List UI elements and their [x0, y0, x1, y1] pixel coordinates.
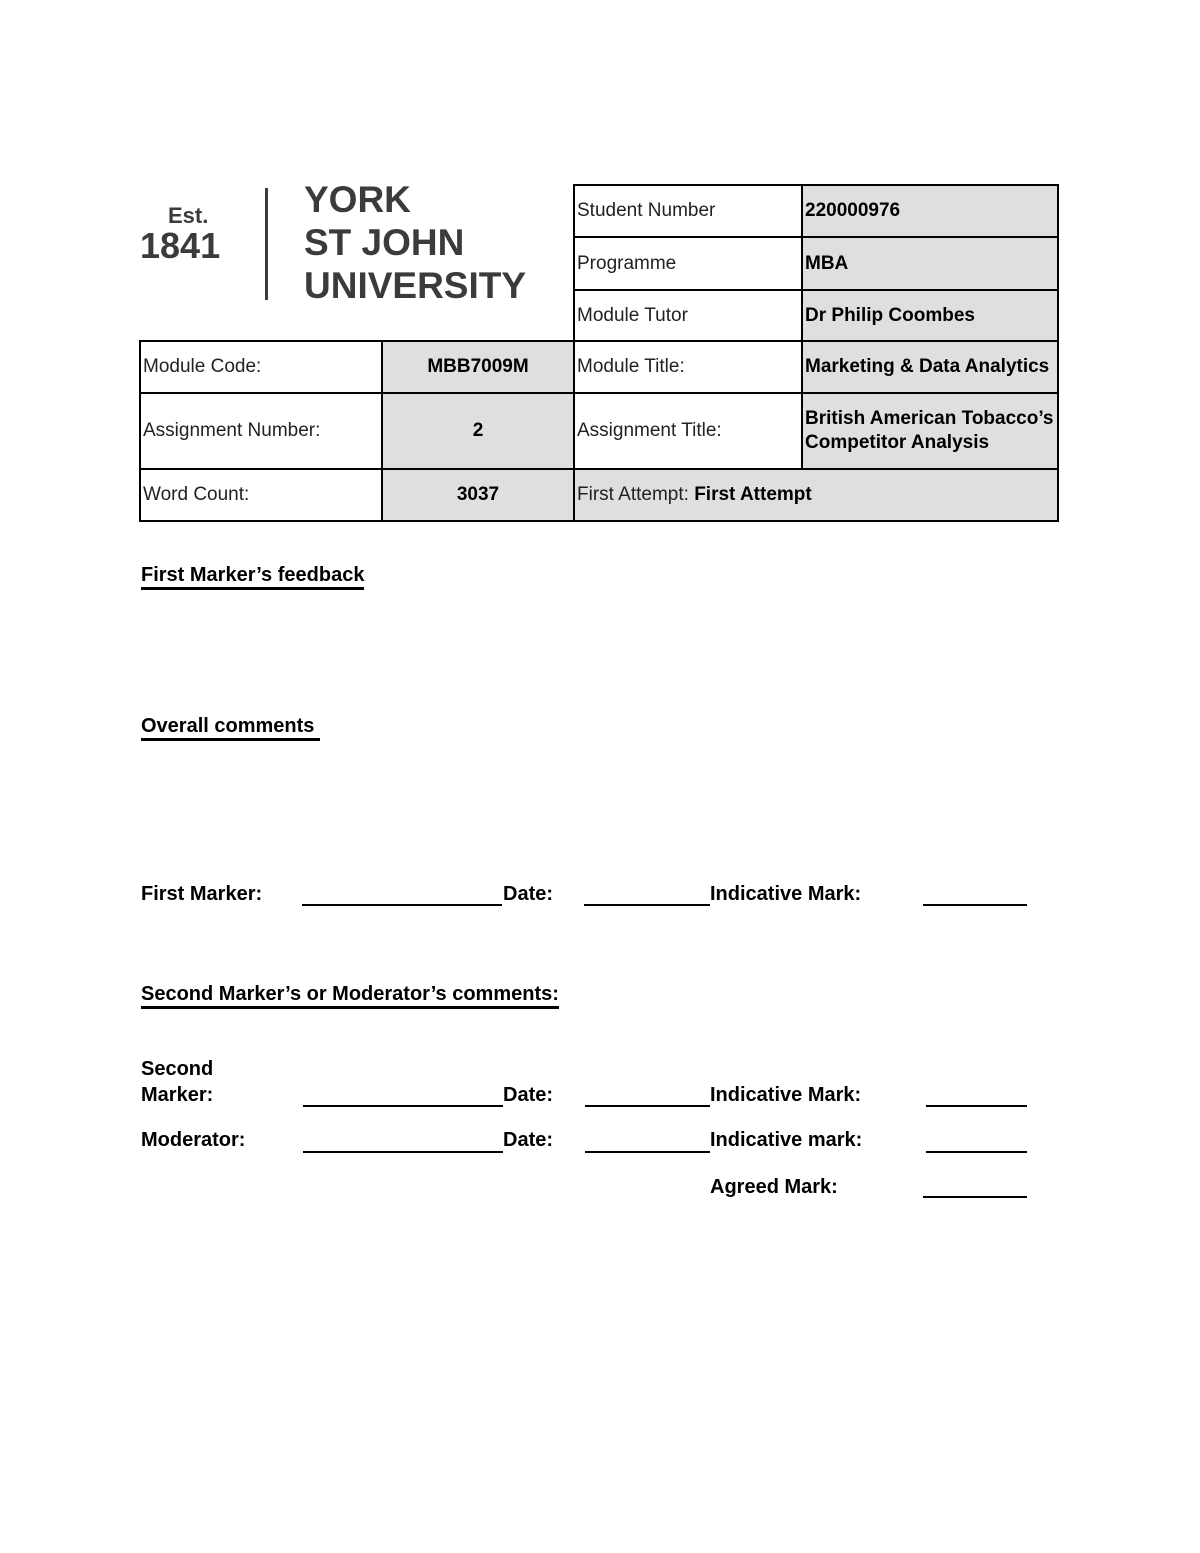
second-marker-date-blank[interactable]: [585, 1105, 710, 1107]
word-count-label: Word Count:: [139, 468, 383, 522]
logo-name-line2: ST JOHN: [304, 222, 465, 263]
moderator-date-blank[interactable]: [585, 1151, 710, 1153]
moderator-indicative-mark-label: Indicative mark:: [710, 1129, 863, 1151]
university-logo: [138, 179, 568, 308]
assignment-number-value: 2: [381, 392, 575, 470]
logo-year-text: 1841: [140, 225, 221, 266]
first-marker-indicative-mark-blank[interactable]: [923, 904, 1027, 906]
moderator-date-label: Date:: [503, 1129, 554, 1151]
logo-name-line3: UNIVERSITY: [304, 265, 527, 306]
overall-comments-heading: Overall comments: [141, 714, 320, 741]
moderator-label: Moderator:: [141, 1129, 246, 1151]
assignment-title-value: British American Tobacco’s Competitor Analysis: [801, 392, 1059, 470]
student-number-value: 220000976: [801, 184, 1059, 238]
logo-est-text: Est.: [168, 203, 209, 228]
assignment-title-label: Assignment Title:: [573, 392, 803, 470]
first-marker-date-blank[interactable]: [584, 904, 710, 906]
first-marker-date-label: Date:: [503, 883, 554, 905]
moderator-indicative-mark-blank[interactable]: [926, 1151, 1027, 1153]
moderator-blank[interactable]: [303, 1151, 503, 1153]
first-marker-label: First Marker:: [141, 883, 263, 905]
module-title-label: Module Title:: [573, 340, 803, 394]
second-marker-date-label: Date:: [503, 1084, 554, 1106]
first-marker-blank[interactable]: [302, 904, 502, 906]
second-marker-blank[interactable]: [303, 1105, 503, 1107]
assignment-number-label: Assignment Number:: [139, 392, 383, 470]
module-tutor-label: Module Tutor: [573, 289, 803, 342]
first-marker-indicative-mark-label: Indicative Mark:: [710, 883, 862, 905]
word-count-value: 3037: [381, 468, 575, 522]
agreed-mark-label: Agreed Mark:: [710, 1176, 838, 1198]
programme-label: Programme: [573, 236, 803, 291]
second-marker-heading: Second Marker’s or Moderator’s comments:: [141, 982, 559, 1009]
module-code-value: MBB7009M: [381, 340, 575, 394]
programme-value: MBA: [801, 236, 1059, 291]
logo-name-line1: YORK: [304, 179, 411, 220]
module-tutor-value: Dr Philip Coombes: [801, 289, 1059, 342]
second-marker-indicative-mark-label: Indicative Mark:: [710, 1084, 862, 1106]
student-number-label: Student Number: [573, 184, 803, 238]
first-attempt-label: First Attempt:: [577, 484, 689, 505]
second-marker-indicative-mark-blank[interactable]: [926, 1105, 1027, 1107]
first-attempt-value: First Attempt: [694, 484, 812, 505]
logo-divider: [265, 188, 268, 300]
second-marker-label-line1: Second: [141, 1058, 214, 1080]
module-title-value: Marketing & Data Analytics: [801, 340, 1059, 394]
first-marker-feedback-heading: First Marker’s feedback: [141, 563, 364, 590]
agreed-mark-blank[interactable]: [923, 1196, 1027, 1198]
second-marker-label-line2: Marker:: [141, 1084, 214, 1106]
module-code-label: Module Code:: [139, 340, 383, 394]
first-attempt-cell: [573, 468, 1059, 522]
